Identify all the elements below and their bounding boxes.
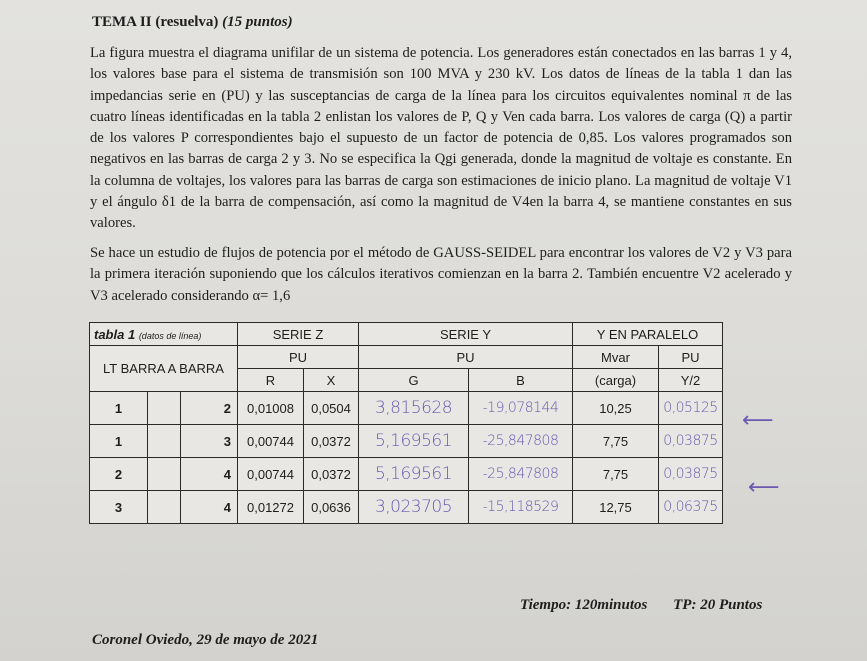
cell-r: 0,01008 xyxy=(238,392,304,425)
cell-r: 0,00744 xyxy=(238,425,304,458)
cell-blank xyxy=(148,425,181,458)
header-mvar: Mvar xyxy=(573,346,659,369)
cell-mvar: 12,75 xyxy=(573,491,659,524)
cell-to: 4 xyxy=(181,491,238,524)
header-serie-z: SERIE Z xyxy=(238,323,359,346)
cell-to: 4 xyxy=(181,458,238,491)
cell-g: 5,169561 xyxy=(359,425,469,458)
problem-paragraph-2: Se hace un estudio de flujos de potencia por el método de GAUSS-SEIDEL para encontrar los valores de V2 y V3 para la primera iteración suponiendo que los cálculos iterativos comienzan en la barra 2. También encuentre V2 acelerado y V3 acelerado considerando α= 1,6 xyxy=(90,245,792,304)
cell-r: 0,01272 xyxy=(238,491,304,524)
cell-y2: 0,03875 xyxy=(659,458,723,491)
line-data-table xyxy=(89,322,723,524)
handwritten-arrow-icon: ⟵ xyxy=(742,408,774,433)
cell-mvar: 7,75 xyxy=(573,458,659,491)
title-points: (15 puntos) xyxy=(222,14,293,30)
header-paralelo: Y EN PARALELO xyxy=(573,323,723,346)
cell-blank xyxy=(148,491,181,524)
cell-from: 2 xyxy=(90,458,148,491)
cell-x: 0,0504 xyxy=(304,392,359,425)
header-lt: LT BARRA A BARRA xyxy=(90,346,238,392)
footer-time xyxy=(520,597,784,614)
cell-y2: 0,03875 xyxy=(659,425,723,458)
cell-b: -19,078144 xyxy=(469,392,573,425)
cell-b: -25,847808 xyxy=(469,425,573,458)
exam-title xyxy=(92,14,293,31)
table-row xyxy=(90,425,723,458)
header-pu-y: PU xyxy=(359,346,573,369)
cell-g: 3,023705 xyxy=(359,491,469,524)
cell-blank xyxy=(148,458,181,491)
header-y2: Y/2 xyxy=(659,369,723,392)
table-row xyxy=(90,491,723,524)
cell-from: 1 xyxy=(90,392,148,425)
cell-g: 5,169561 xyxy=(359,458,469,491)
header-g: G xyxy=(359,369,469,392)
header-pu-z: PU xyxy=(238,346,359,369)
cell-r: 0,00744 xyxy=(238,458,304,491)
cell-mvar: 7,75 xyxy=(573,425,659,458)
total-points: TP: 20 Puntos xyxy=(673,597,763,613)
header-row-1 xyxy=(90,323,723,346)
cell-mvar: 10,25 xyxy=(573,392,659,425)
cell-b: -25,847808 xyxy=(469,458,573,491)
cell-blank xyxy=(148,392,181,425)
header-x: X xyxy=(304,369,359,392)
cell-x: 0,0636 xyxy=(304,491,359,524)
footer-location-date: Coronel Oviedo, 29 de mayo de 2021 xyxy=(92,632,319,648)
time-limit: Tiempo: 120minutos xyxy=(520,597,648,613)
table-row xyxy=(90,458,723,491)
cell-y2: 0,06375 xyxy=(659,491,723,524)
cell-b: -15,118529 xyxy=(469,491,573,524)
problem-paragraph-1: La figura muestra el diagrama unifilar de un sistema de potencia. Los generadores están conectados en las barras 1 y 4, los valores base para el sistema de transmisión son 100 MVA y 230 kV. Los datos de líneas de la tabla 1 dan las impedancias serie en (PU) y las susceptancias de carga de la línea para los circuitos equivalentes nominal π de las cuatro líneas identificadas en la tabla 2 enlistan los valores de P, Q y Ven cada barra. Los valores de carga (Q) a partir de los valores P correspondientes bajo el supuesto de un factor de potencia de 0,85. Los valores programados son negativos en las barras de carga 2 y 3. No se especifica la Qgi generada, donde la magnitud de voltaje es constante. En la columna de voltajes, los valores para las barras de carga son estimaciones de inicio plano. La magnitud de voltaje V1 y el ángulo δ1 de la barra de compensación, así como la magnitud de V4en la barra 4, se mantiene constantes en sus valores. xyxy=(90,45,792,232)
cell-g: 3,815628 xyxy=(359,392,469,425)
cell-to: 3 xyxy=(181,425,238,458)
title-text: TEMA II (resuelva) xyxy=(92,14,219,30)
table-caption: tabla 1 (datos de línea) xyxy=(90,323,238,346)
cell-x: 0,0372 xyxy=(304,425,359,458)
header-carga: (carga) xyxy=(573,369,659,392)
cell-y2: 0,05125 xyxy=(659,392,723,425)
header-b: B xyxy=(469,369,573,392)
cell-from: 3 xyxy=(90,491,148,524)
header-pu-p: PU xyxy=(659,346,723,369)
handwritten-arrow-icon: ⟵ xyxy=(748,475,780,500)
table-row xyxy=(90,392,723,425)
cell-x: 0,0372 xyxy=(304,458,359,491)
header-row-2 xyxy=(90,346,723,369)
cell-from: 1 xyxy=(90,425,148,458)
cell-to: 2 xyxy=(181,392,238,425)
header-r: R xyxy=(238,369,304,392)
header-serie-y: SERIE Y xyxy=(359,323,573,346)
